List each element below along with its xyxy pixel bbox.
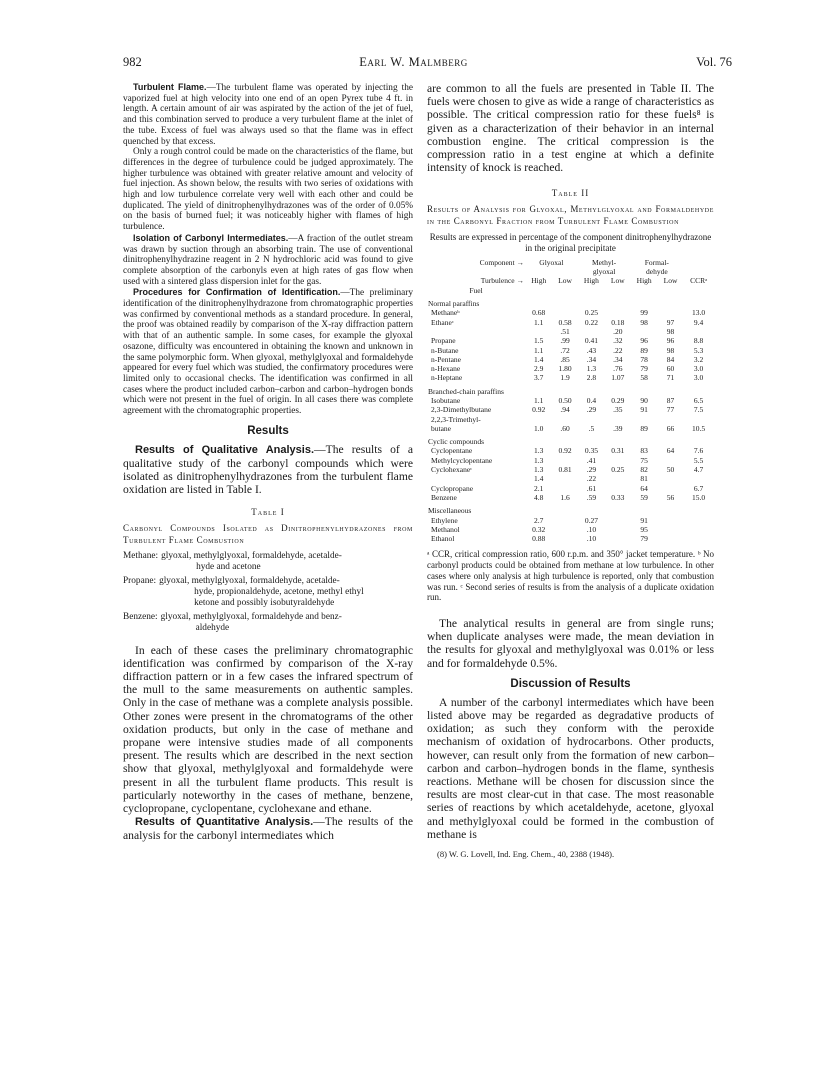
- table2-value-cell: .94: [560, 405, 570, 415]
- table2-group-label: Miscellaneous: [428, 506, 472, 516]
- table2-value-cell: 0.33: [611, 492, 625, 502]
- table2-value-cell: 7.5: [693, 405, 704, 415]
- table2-fuel-cell: 2,3-Dimethylbutane: [431, 405, 492, 415]
- table-row: [427, 336, 714, 345]
- table2-fuel-cell: butane: [431, 423, 451, 433]
- qualitative-paragraph: Results of Qualitative Analysis.—The results of a qualitative study of the carbonyl compounds which were isolated as dinitrophenylhydrazones from the turbulent flame oxidation are listed in Table I.: [123, 442, 413, 497]
- table2-notes: ᵃ CCR, critical compression ratio, 600 r.p.m. and 350° jacket temperature. ᵇ No carbonyl products could be obtained from methane at low turbulence. In other cases where only analysis at high turbulence is reported, only that combustion was run. ᶜ Second series of results is from the analysis of a duplicate oxidation run.: [427, 549, 714, 603]
- table2-value-cell: 87: [666, 395, 675, 405]
- table2-value-cell: 1.6: [560, 492, 570, 502]
- table2-value-cell: [683, 415, 714, 424]
- table2-fuel-cell: Benzene: [431, 492, 457, 502]
- running-head-author: Earl W. Malmberg: [359, 55, 468, 69]
- table1-label: Table I: [251, 506, 285, 517]
- table2-group-row: [427, 295, 714, 308]
- table2-value-cell: [658, 308, 683, 317]
- chromatographic-paragraph: In each of these cases the preliminary chromatographic identification was confirmed by comparison of the X-ray diffraction pattern or in a few cases the infrared spectrum of the mull to the same measurements on authentic samples. Only in the case of methane was a complete analysis possible. Other zones were present in the chromatograms of the other oxidation products, but only in the case of methane and propane were intensive studies made of all components present. The results which are described in the next section show that glyoxal, methylglyoxal and formaldehyde were present in all the turbulent flame products. This result is particularly noteworthy in the cases of methane, benzene, cyclopropane, cyclopentane, cyclohexane and ethane.: [123, 643, 413, 816]
- table1-row: Propane: glyoxal, methylglyoxal, formaldehyde, acetalde- hyde, propionaldehyde, acetone, methyl ethyl ketone and possibly isobutyraldehyde: [123, 575, 364, 608]
- table2-header-formaldehyde-2: dehyde: [646, 267, 668, 277]
- isolation-heading: Isolation of Carbonyl Intermediates.: [133, 232, 289, 243]
- table2-value-cell: 0.41: [584, 336, 598, 346]
- table2-value-cell: [683, 327, 714, 336]
- table2-value-cell: 0.50: [558, 395, 572, 405]
- table2-value-cell: .99: [560, 336, 570, 346]
- table2-value-cell: 3.7: [534, 373, 544, 383]
- table2-header-component: Component →: [479, 257, 524, 267]
- table2-value-cell: [605, 484, 630, 493]
- table2-value-cell: 2.9: [534, 364, 544, 374]
- table2-value-cell: 1.3: [534, 465, 544, 475]
- table2-value-cell: 96: [640, 336, 648, 346]
- table2-group-label: Branched-chain paraffins: [428, 386, 504, 396]
- table2-value-cell: 4.8: [534, 492, 544, 502]
- table-row: [427, 484, 714, 493]
- table2-value-cell: 77: [666, 405, 675, 415]
- table2-value-cell: 0.88: [532, 534, 546, 544]
- table2-value-cell: [525, 415, 552, 424]
- table-row: [427, 405, 714, 414]
- table2-group-row: [427, 383, 714, 396]
- table-intro-paragraph: are common to all the fuels are presented in Table II. The fuels were chosen to give as wide a range of characteristics as possible. The critical compression ratio for these fuels⁸ is given as a characterization of their behavior in an internal combustion engine. The critical compression is the compression ratio in a test engine at which a definite intensity of knock is reached.: [427, 82, 714, 175]
- discussion-paragraph: A number of the carbonyl intermediates which have been listed above may be regarded as degradative products of oxidation; as such they conform with the peroxide mechanism of oxidation of hydrocarbons. Other products, however, can result only from the formation of new carbon–carbon and carbon–hydrogen bonds in the flame, synthesis reactions. Methane will be chosen for discussion since the results are most clear-cut in that case. The most reasonable series of reactions by which acetaldehyde, acetone, glyoxal and methylglyoxal could be formed in the combustion of methane is: [427, 695, 714, 841]
- table2-value-cell: 89: [640, 423, 648, 433]
- table2-value-cell: [658, 525, 683, 534]
- table2: Component → Glyoxal Methyl- Formal- glyoxal dehyde Turbulence → High Low High Low High Low CCRᵃ Fuel Normal paraffins Methaneᵇ 0.68 0.25 99 13.0 Ethaneᶜ 1.1 0.58 0.22 0.18 98 97 9.4 .51 .20 98 Propane 1.5 .99 0.41 .32 96 96 8.8 n-Butane 1.1 .72 .43 .22 89 98 5.3 n-Pentane 1.4 .85 .34 .34 78 84 3.2 n-Hexane 2.9 1.80 1.3 .76 79 60 3.0 n-Heptane 3.7 1.9 2.8 1.07 58 71 3.0 Branched-chain paraffins Isobutane 1.1 0.50 0.4 0.29 90 87 6.5 2,3-Dimethylbutane 0.92 .94 .29 .35 91 77 7.5 2,2,3-Trimethyl- butane 1.0 .60 .5 .39 89 66 10.5 Cyclic compounds Cyclopentane 1.3 0.92 0.35 0.31 83 64 7.6 Methylcyclopentane 1.3 .41 75 5.5 Cyclohexaneᶜ 1.3 0.81 .29 0.25 82 50 4.7 1.4 .22 81 Cyclopropane 2.1 .61 64 6.7 Benzene 4.8 1.6 .59 0.33 59 56 15.0 Miscellaneous Ethylene 2.7 0.27 91 Methanol 0.32 .10 95 Ethanol 0.88 .10 79: [427, 258, 714, 544]
- table-row: [427, 493, 714, 502]
- table-row: [427, 346, 714, 355]
- table2-value-cell: 1.3: [586, 364, 597, 374]
- table2-value-cell: .29: [586, 465, 597, 475]
- table2-value-cell: 99: [640, 308, 648, 318]
- table2-value-cell: 78: [640, 354, 648, 364]
- table2-fuel-cell: Ethaneᶜ: [431, 317, 454, 327]
- table2-value-cell: .5: [588, 423, 595, 433]
- table2-value-cell: 9.4: [693, 317, 704, 327]
- table2-value-cell: .85: [560, 354, 570, 364]
- table2-value-cell: 0.32: [532, 524, 546, 534]
- table2-fuel-cell: Cyclohexaneᶜ: [431, 465, 473, 475]
- table-row: [427, 446, 714, 455]
- table2-value-cell: 81: [640, 474, 648, 484]
- table2-value-cell: 0.31: [611, 446, 625, 456]
- table2-value-cell: 0.35: [584, 446, 598, 456]
- table-row: [427, 516, 714, 525]
- table2-fuel-cell: [427, 327, 525, 336]
- table2-value-cell: 59: [640, 492, 648, 502]
- table2-value-cell: .32: [613, 336, 623, 346]
- table2-value-cell: [552, 456, 577, 465]
- table2-fuel-cell: [427, 474, 525, 483]
- table2-value-cell: 1.80: [558, 364, 572, 374]
- table2-fuel-cell: Methylcyclopentane: [431, 455, 493, 465]
- table2-fuel-cell: n-Pentane: [431, 354, 461, 364]
- table-row: [427, 534, 714, 543]
- table2-value-cell: 75: [640, 455, 648, 465]
- table2-value-cell: [552, 308, 577, 317]
- table2-fuel-cell: n-Butane: [431, 345, 459, 355]
- table2-value-cell: .43: [586, 345, 597, 355]
- table2-label: Table II: [551, 188, 590, 199]
- table2-value-cell: 96: [666, 336, 675, 346]
- table2-value-cell: 6.7: [693, 483, 704, 493]
- table2-value-cell: 83: [640, 446, 648, 456]
- table2-value-cell: 64: [640, 483, 648, 493]
- table2-value-cell: 0.22: [584, 317, 598, 327]
- table2-value-cell: 79: [640, 534, 648, 544]
- table2-value-cell: 82: [640, 465, 648, 475]
- table2-value-cell: 58: [640, 373, 648, 383]
- table2-fuel-cell: Propane: [431, 336, 456, 346]
- table2-value-cell: [605, 415, 630, 424]
- table1: [123, 551, 413, 634]
- table-row: [427, 327, 714, 336]
- table2-value-cell: 1.1: [534, 345, 544, 355]
- table2-group-label: Cyclic compounds: [428, 437, 485, 447]
- table2-value-cell: [658, 484, 683, 493]
- procedures-heading: Procedures for Confirmation of Identification.: [133, 287, 341, 298]
- table2-value-cell: .20: [613, 326, 623, 336]
- table2-header-methylglyoxal-1: Methyl-: [592, 257, 617, 267]
- table-row: [427, 415, 714, 424]
- table2-value-cell: [630, 415, 657, 424]
- table2-value-cell: 0.92: [532, 405, 546, 415]
- table2-value-cell: 91: [640, 515, 648, 525]
- table2-value-cell: 91: [640, 405, 648, 415]
- table2-value-cell: .10: [586, 524, 597, 534]
- table2-value-cell: [683, 525, 714, 534]
- table2-value-cell: [605, 525, 630, 534]
- table2-value-cell: .22: [586, 474, 597, 484]
- table2-value-cell: 0.27: [584, 515, 598, 525]
- table2-value-cell: 95: [640, 524, 648, 534]
- table2-value-cell: 0.92: [558, 446, 572, 456]
- table2-value-cell: 97: [666, 317, 675, 327]
- table2-value-cell: 3.0: [693, 364, 704, 374]
- table-row: [427, 355, 714, 364]
- table2-value-cell: 0.25: [584, 308, 598, 318]
- table2-value-cell: .59: [586, 492, 597, 502]
- table2-value-cell: 66: [666, 423, 675, 433]
- table2-value-cell: 1.4: [534, 474, 544, 484]
- qualitative-heading: Results of Qualitative Analysis.: [135, 443, 315, 456]
- table2-value-cell: 0.18: [611, 317, 625, 327]
- table2-value-cell: .34: [586, 354, 597, 364]
- table2-caption: Results of Analysis for Glyoxal, Methylglyoxal and Formaldehyde in the Carbonyl Fraction from Turbulent Flame Combustion: [427, 204, 714, 227]
- table2-value-cell: 50: [666, 465, 675, 475]
- table2-value-cell: .34: [613, 354, 623, 364]
- table2-value-cell: 64: [666, 446, 675, 456]
- table2-value-cell: 3.0: [693, 373, 704, 383]
- table-row: [427, 396, 714, 405]
- table2-fuel-cell: Isobutane: [431, 395, 461, 405]
- table2-value-cell: 1.1: [534, 317, 544, 327]
- table2-value-cell: 4.7: [693, 465, 704, 475]
- table2-value-cell: 1.5: [534, 336, 544, 346]
- table2-header-methylglyoxal-2: glyoxal: [592, 267, 616, 277]
- table2-value-cell: 5.5: [693, 455, 704, 465]
- table2-value-cell: 1.0: [534, 423, 544, 433]
- table2-value-cell: [605, 456, 630, 465]
- table2-group-row: [427, 502, 714, 515]
- table2-value-cell: .72: [560, 345, 570, 355]
- table2-value-cell: [658, 415, 683, 424]
- table2-value-cell: 10.5: [692, 423, 706, 433]
- table2-value-cell: 6.5: [693, 395, 704, 405]
- turbulent-flame-paragraph: Turbulent Flame.—The turbulent flame was operated by injecting the vaporized fuel at high velocity into one end of an open Pyrex tube 4 ft. in length. A certain amount of air was aspirated by the action of the jet of fuel, and this combination served to produce a very turbulent flame at the inlet of the tube. Excess of fuel was always used so that the flame was in effect quenched by that excess.: [123, 82, 413, 147]
- table2-value-cell: .61: [586, 483, 597, 493]
- table-row: [427, 308, 714, 317]
- rough-control-paragraph: Only a rough control could be made on the characteristics of the flame, but differences in the degree of turbulence could be judged approximately. The higher turbulence was obtained with greater relative amount and velocity of fuel injection. As shown below, the results with two series of oxidations with high and low turbulence correlate very well with each other and could be duplicated. The yield of dinitrophenylhydrazones was of the order of 0.05% on the basis of burned fuel; it was noticeably higher with flames of high turbulence.: [123, 147, 413, 233]
- table2-fuel-cell: Methaneᵇ: [431, 308, 460, 318]
- table2-value-cell: 0.68: [532, 308, 546, 318]
- results-heading: Results: [247, 424, 289, 437]
- table2-value-cell: [525, 327, 552, 336]
- isolation-paragraph: Isolation of Carbonyl Intermediates.—A fraction of the outlet stream was drawn by suction through an absorbing train. The use of conventional dinitrophenylhydrazine reagent in 2 N hydrochloric acid was found to give complete absorption of the carbonyls even at high rates of gas flow when used with a sintered glass dispersion inlet for the gas.: [123, 232, 413, 287]
- table2-value-cell: 98: [666, 326, 675, 336]
- footnote-8: (8) W. G. Lovell, Ind. Eng. Chem., 40, 2388 (1948).: [437, 849, 615, 859]
- table2-value-cell: [552, 415, 577, 424]
- table2-value-cell: 1.3: [534, 455, 544, 465]
- quantitative-paragraph: Results of Quantitative Analysis.—The results of the analysis for the carbonyl intermediates which: [123, 815, 413, 843]
- analytical-paragraph: The analytical results in general are from single runs; when duplicate analyses were made, the mean deviation in the results for glyoxal and methylglyoxal was 0.01% or less and for formaldehyde 0.5%.: [427, 616, 714, 670]
- table2-value-cell: 7.6: [693, 446, 704, 456]
- table2-value-cell: 0.58: [558, 317, 572, 327]
- table2-value-cell: [683, 474, 714, 483]
- table2-value-cell: 2.8: [586, 373, 597, 383]
- table2-value-cell: 71: [666, 373, 675, 383]
- table2-header-turbulence: Turbulence →: [480, 276, 524, 286]
- table-row: [427, 474, 714, 483]
- table2-fuel-cell: Ethylene: [431, 515, 458, 525]
- table2-value-cell: [605, 308, 630, 317]
- table2-header-glyoxal: Glyoxal: [539, 257, 564, 267]
- table2-value-cell: 3.2: [693, 354, 704, 364]
- table1-caption: Carbonyl Compounds Isolated as Dinitrophenylhydrazones from Turbulent Flame Combustion: [123, 522, 413, 545]
- table1-row: Methane: glyoxal, methylglyoxal, formaldehyde, acetalde- hyde and acetone: [123, 550, 342, 572]
- table2-fuel-cell: n-Heptane: [431, 373, 463, 383]
- table2-value-cell: [658, 474, 683, 483]
- table2-value-cell: 2.7: [534, 515, 544, 525]
- table2-value-cell: [630, 327, 657, 336]
- table2-header-ccr: CCRᵃ: [690, 276, 708, 286]
- table2-fuel-cell: Ethanol: [431, 534, 455, 544]
- table2-fuel-cell: 2,2,3-Trimethyl-: [431, 414, 481, 424]
- table2-value-cell: [683, 516, 714, 525]
- table2-value-cell: [578, 415, 605, 424]
- table2-value-cell: 79: [640, 364, 648, 374]
- table2-subcaption: Results are expressed in percentage of the component dinitrophenylhydrazone in the original precipitate: [429, 232, 712, 254]
- table2-value-cell: 8.8: [693, 336, 704, 346]
- right-column: [427, 82, 714, 859]
- table2-value-cell: [552, 474, 577, 483]
- table2-value-cell: 90: [640, 395, 648, 405]
- table2-value-cell: [605, 516, 630, 525]
- table2-value-cell: 2.1: [534, 483, 544, 493]
- table2-value-cell: 60: [666, 364, 675, 374]
- turbulent-flame-heading: Turbulent Flame.: [133, 82, 207, 92]
- volume-label: Vol. 76: [696, 55, 732, 69]
- table2-value-cell: .29: [586, 405, 597, 415]
- table2-value-cell: [578, 327, 605, 336]
- table2-value-cell: 5.3: [693, 345, 704, 355]
- table2-value-cell: .35: [613, 405, 623, 415]
- page-number: 982: [123, 55, 142, 69]
- table-row: [427, 373, 714, 382]
- table2-value-cell: 1.4: [534, 354, 544, 364]
- table2-fuel-cell: n-Hexane: [431, 364, 461, 374]
- table2-value-cell: [658, 456, 683, 465]
- table2-value-cell: 1.9: [560, 373, 570, 383]
- table2-fuel-cell: Cyclopropane: [431, 483, 474, 493]
- table2-value-cell: [552, 484, 577, 493]
- table2-value-cell: [658, 534, 683, 543]
- table2-group-label: Normal paraffins: [428, 299, 480, 309]
- table2-header-fuel: Fuel: [469, 285, 483, 295]
- table2-value-cell: .10: [586, 534, 597, 544]
- table2-value-cell: .41: [586, 455, 597, 465]
- table2-value-cell: 0.4: [586, 395, 597, 405]
- discussion-heading: Discussion of Results: [510, 677, 631, 690]
- table2-value-cell: .76: [613, 364, 623, 374]
- left-column: [123, 82, 413, 843]
- table2-value-cell: .22: [613, 345, 623, 355]
- table2-group-row: [427, 433, 714, 446]
- table2-value-cell: .51: [560, 326, 570, 336]
- table2-value-cell: 0.81: [558, 465, 572, 475]
- table2-value-cell: 84: [666, 354, 675, 364]
- table-row: [427, 364, 714, 373]
- table-row: [427, 465, 714, 474]
- table2-value-cell: 56: [666, 492, 675, 502]
- table2-value-cell: 1.07: [611, 373, 625, 383]
- table2-header-formaldehyde-1: Formal-: [644, 257, 669, 267]
- table2-value-cell: [605, 534, 630, 543]
- table-row: [427, 318, 714, 327]
- table1-row: Benzene: glyoxal, methylglyoxal, formaldehyde and benz- aldehyde: [123, 611, 342, 633]
- table-row: [427, 456, 714, 465]
- table-row: [427, 424, 714, 433]
- table2-value-cell: 98: [666, 345, 675, 355]
- table2-value-cell: [683, 534, 714, 543]
- table2-value-cell: 1.1: [534, 395, 544, 405]
- table2-value-cell: 15.0: [692, 492, 706, 502]
- table2-value-cell: [658, 516, 683, 525]
- table2-value-cell: .39: [613, 423, 623, 433]
- procedures-paragraph: Procedures for Confirmation of Identification.—The preliminary identification of the dinitrophenylhydrazone from chromatographic properties was confirmed by conventional methods as a standard procedure. In general, the proof was obtained readily by comparison of the X-ray diffraction pattern with that of an authentic sample. In some cases, for example the glyoxal osazone, difficulty was encountered in obtaining the known and unknown in the same polymorphic form. When glyoxal, methylglyoxal and formaldehyde appeared for every fuel which was studied, the confirmatory procedures were limited only to occasional checks. The identification was confirmed in all cases where the product included carbon–carbon and carbon–hydrogen bonds which were not present in the fuel of origin. In all cases there was complete agreement with the chromatographic properties.: [123, 287, 413, 417]
- table2-value-cell: 1.3: [534, 446, 544, 456]
- table2-value-cell: [605, 474, 630, 483]
- table2-value-cell: 89: [640, 345, 648, 355]
- quantitative-heading: Results of Quantitative Analysis.: [135, 816, 314, 829]
- table2-fuel-cell: Methanol: [431, 524, 460, 534]
- table2-value-cell: .60: [560, 423, 570, 433]
- table2-value-cell: [552, 534, 577, 543]
- table2-value-cell: 98: [640, 317, 648, 327]
- table2-value-cell: 0.29: [611, 395, 625, 405]
- table2-value-cell: [552, 516, 577, 525]
- table-row: [427, 525, 714, 534]
- table2-value-cell: 13.0: [692, 308, 706, 318]
- table2-fuel-cell: Cyclopentane: [431, 446, 473, 456]
- table2-value-cell: [552, 525, 577, 534]
- table2-value-cell: 0.25: [611, 465, 625, 475]
